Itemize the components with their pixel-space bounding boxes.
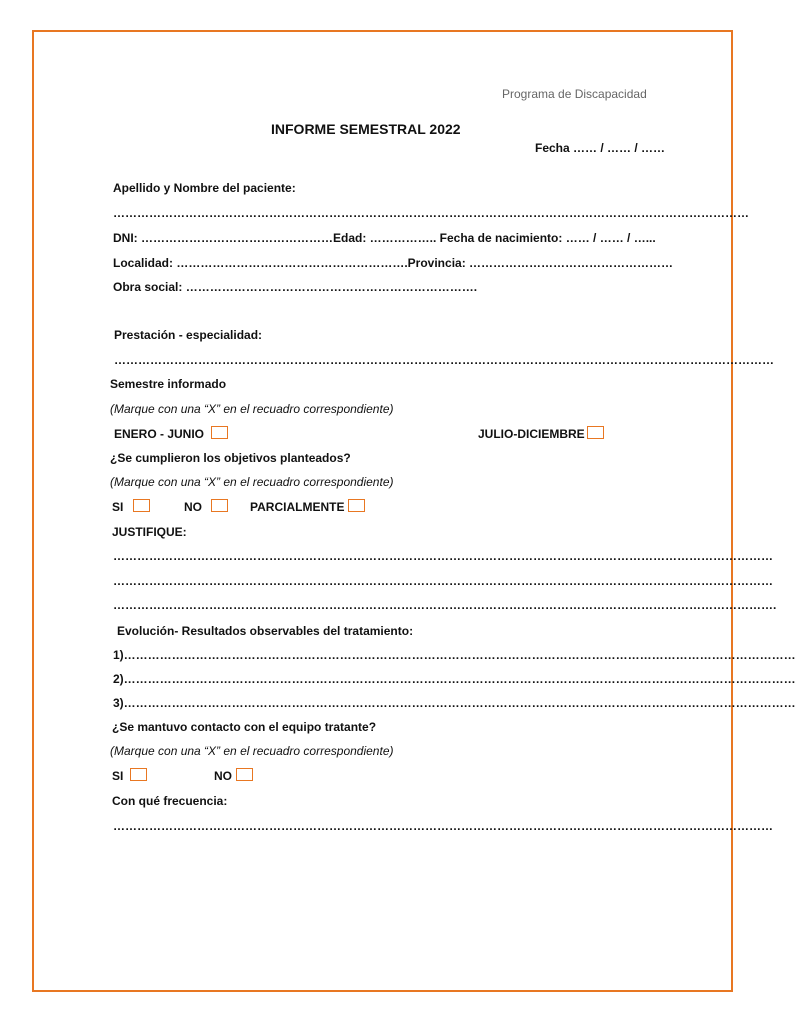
location-province-row[interactable]: Localidad: ………………………………………………….Provincia: …………………………………………… [113, 256, 674, 270]
evolution-item-3[interactable]: 3)…………………………………………………………………………………………………………………………………………………… [113, 696, 796, 710]
semester-option-2-label: JULIO-DICIEMBRE [478, 427, 585, 441]
objectives-no-label: NO [184, 500, 202, 514]
contact-no-checkbox[interactable] [236, 768, 253, 781]
justify-line-2[interactable]: ………………………………………………………………………………………………………………………………………………… [113, 574, 773, 588]
frequency-label: Con qué frecuencia: [112, 794, 228, 808]
contact-yes-checkbox[interactable] [130, 768, 147, 781]
semester-label: Semestre informado [110, 377, 227, 391]
contact-yes-label: SI [112, 769, 124, 783]
frequency-field[interactable]: ………………………………………………………………………………………………………………………………………………… [113, 819, 773, 833]
objectives-yes-checkbox[interactable] [133, 499, 150, 512]
semester-option-1-label: ENERO - JUNIO [114, 427, 205, 441]
service-field[interactable]: ………………………………………………………………………………………………………………………………………………… [114, 353, 774, 367]
service-label: Prestación - especialidad: [114, 328, 263, 342]
objectives-partial-checkbox[interactable] [348, 499, 365, 512]
semester-option-2-checkbox[interactable] [587, 426, 604, 439]
justify-line-1[interactable]: ………………………………………………………………………………………………………………………………………………… [113, 549, 773, 563]
objectives-instruction: (Marque con una “X” en el recuadro correspondiente) [110, 475, 394, 489]
semester-instruction: (Marque con una “X” en el recuadro correspondiente) [110, 402, 394, 416]
patient-name-label: Apellido y Nombre del paciente: [113, 181, 296, 195]
objectives-yes-label: SI [112, 500, 124, 514]
form-title: INFORME SEMESTRAL 2022 [271, 121, 461, 137]
program-name: Programa de Discapacidad [502, 87, 647, 101]
date-field[interactable]: Fecha …… / …… / …… [535, 141, 666, 155]
contact-no-label: NO [214, 769, 232, 783]
justify-line-3[interactable]: …………………………………………………………………………………………………………………………………………………. [113, 598, 777, 612]
objectives-question: ¿Se cumplieron los objetivos planteados? [110, 451, 351, 465]
evolution-label: Evolución- Resultados observables del tratamiento: [117, 624, 414, 638]
evolution-item-1[interactable]: 1)…………………………………………………………………………………………………………………………………………………… [113, 648, 796, 662]
patient-name-field[interactable]: …………………………………………………………………………………………………………………………………………… [113, 206, 749, 220]
justify-label: JUSTIFIQUE: [112, 525, 187, 539]
contact-question: ¿Se mantuvo contacto con el equipo tratante? [112, 720, 377, 734]
contact-instruction: (Marque con una “X” en el recuadro correspondiente) [110, 744, 394, 758]
semester-option-1-checkbox[interactable] [211, 426, 228, 439]
insurance-row[interactable]: Obra social: ………………………………………………………………. [113, 280, 478, 294]
evolution-item-2[interactable]: 2)…………………………………………………………………………………………………………………………………………………… [113, 672, 796, 686]
id-age-birthdate-row[interactable]: DNI: …………………………………………Edad: …………….. Fecha de nacimiento: …… / …… / …... [113, 231, 656, 245]
objectives-partial-label: PARCIALMENTE [250, 500, 345, 514]
objectives-no-checkbox[interactable] [211, 499, 228, 512]
